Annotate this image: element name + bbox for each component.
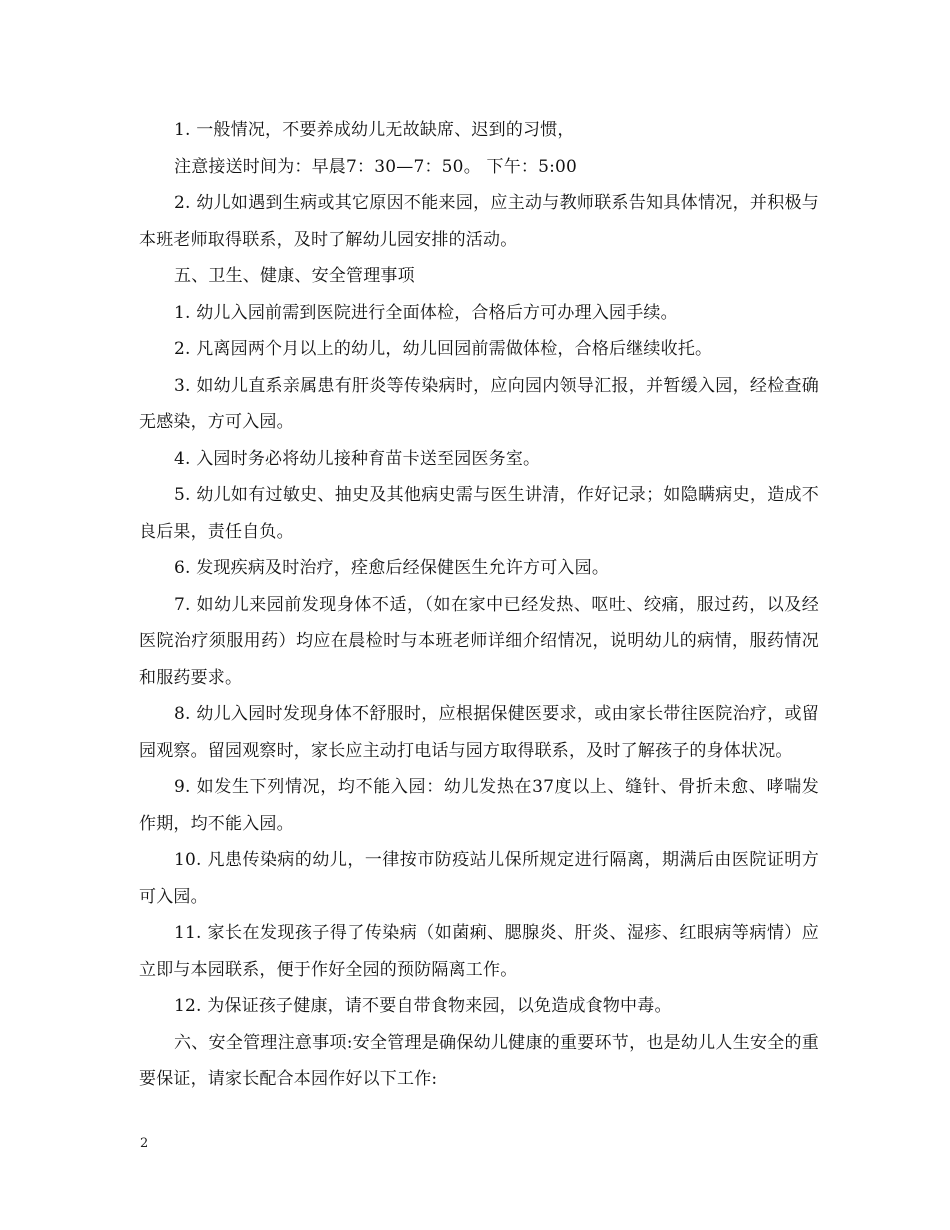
paragraph-12: 8. 幼儿入园时发现身体不舒服时，应根据保健医要求，或由家长带往医院治疗，或留园观察。留园观察时，家长应主动打电话与园方取得联系，及时了解孩子的身体状况。: [139, 704, 819, 761]
paragraph-15: 11. 家长在发现孩子得了传染病（如菌痢、腮腺炎、肝炎、湿疹、红眼病等病情）应立即与本园联系，便于作好全园的预防隔离工作。: [139, 923, 819, 980]
paragraph-7: 3. 如幼儿直系亲属患有肝炎等传染病时，应向园内领导汇报，并暂缓入园，经检查确无感染，方可入园。: [139, 375, 819, 432]
paragraph-3: 2. 幼儿如遇到生病或其它原因不能来园，应主动与教师联系告知具体情况，并积极与本班老师取得联系，及时了解幼儿园安排的活动。: [139, 193, 819, 250]
paragraph-8: 4. 入园时务必将幼儿接种育苗卡送至园医务室。: [174, 448, 541, 469]
section-heading-health-safety: 五、卫生、健康、安全管理事项: [174, 266, 415, 286]
paragraph-2: 注意接送时间为：早晨7：30—7：50。 下午：5:00: [174, 156, 578, 177]
paragraph-5: 1. 幼儿入园前需到医院进行全面体检，合格后方可办理入园手续。: [174, 302, 678, 323]
paragraph-13: 9. 如发生下列情况，均不能入园：幼儿发热在37度以上、缝针、骨折未愈、哮喘发作期，均不能入园。: [139, 777, 819, 834]
paragraph-14: 10. 凡患传染病的幼儿，一律按市防疫站儿保所规定进行隔离，期满后由医院证明方可入园。: [139, 850, 819, 907]
paragraph-1: 1. 一般情况，不要养成幼儿无故缺席、迟到的习惯，: [174, 120, 575, 140]
page-number: 2: [140, 1136, 149, 1151]
paragraph-6: 2. 凡离园两个月以上的幼儿，幼儿回园前需做体检，合格后继续收托。: [174, 339, 713, 359]
paragraph-9: 5. 幼儿如有过敏史、抽史及其他病史需与医生讲清，作好记录；如隐瞒病史，造成不良后果，责任自负。: [139, 485, 819, 542]
paragraph-16: 12. 为保证孩子健康，请不要自带食物来园，以免造成食物中毒。: [174, 996, 672, 1016]
paragraph-11: 7. 如幼儿来园前发现身体不适，（如在家中已经发热、呕吐、绞痛，服过药，以及经医院治疗须服用药）均应在晨检时与本班老师详细介绍情况，说明幼儿的病情，服药情况和服药要求。: [139, 594, 819, 688]
document-body: [139, 112, 819, 1098]
section-heading-safety: 六、安全管理注意事项:安全管理是确保幼儿健康的重要环节，也是幼儿人生安全的重要保证，请家长配合本园作好以下工作:: [139, 1032, 819, 1089]
paragraph-10: 6. 发现疾病及时治疗，痊愈后经保健医生允许方可入园。: [174, 558, 610, 578]
